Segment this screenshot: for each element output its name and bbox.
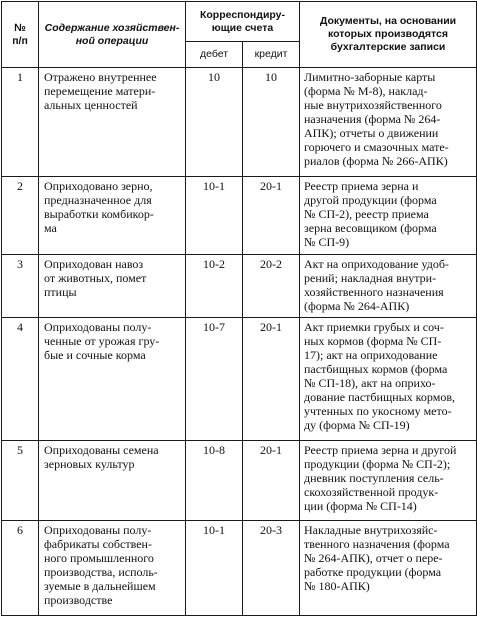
debit-account: 10-8 [186,440,243,520]
row-number: 4 [2,318,39,440]
row-number: 5 [2,440,39,520]
row-number: 6 [2,520,39,615]
accounting-table [1,1,477,616]
table-row [2,318,477,440]
debit-account: 10-1 [186,177,243,255]
operation-text: Оприходованы полу- ченные от урожая гру- бые и сочные корма [39,318,186,440]
documents-text: Акт на оприходование удоб- рений; накладная внутри- хозяйственного назначения (форма № 264-АПК) [300,255,477,318]
row-number: 1 [2,68,39,177]
table-row [2,255,477,318]
credit-account: 20-1 [243,440,300,520]
table-body [2,68,477,616]
row-number: 2 [2,177,39,255]
operation-text: Оприходовано зерно, предназначенное для выработки комбикор- ма [39,177,186,255]
header-number: № п/п [2,2,39,68]
row-number: 3 [2,255,39,318]
documents-text: Реестр приема зерна и другой продукции (форма № СП-2), реестр приема зерна весовщиком (форма № СП-9) [300,177,477,255]
documents-text: Акт приемки грубых и соч- ных кормов (форма № СП- 17); акт на оприходование пастбищных кормов (форма № СП-18), акт на оприхо- дование пастбищных кормов, учтенных по укосному мето- ду (форма № СП-19) [300,318,477,440]
header-credit: кредит [243,42,300,68]
operation-text: Оприходованы полу- фабрикаты собствен- ного промышленного производства, исполь- зуемые в дальнейшем производстве [39,520,186,615]
debit-account: 10 [186,68,243,177]
table-row [2,68,477,177]
debit-account: 10-2 [186,255,243,318]
debit-account: 10-1 [186,520,243,615]
credit-account: 10 [243,68,300,177]
operation-text: Оприходован навоз от животных, помет птицы [39,255,186,318]
header-accounts: Корреспондиру- ющие счета [186,2,300,42]
header-documents: Документы, на основании которых производятся бухгалтерские записи [300,2,477,68]
table-row [2,177,477,255]
credit-account: 20-3 [243,520,300,615]
table-row [2,440,477,520]
operation-text: Отражено внутреннее перемещение матери- альных ценностей [39,68,186,177]
table-row [2,520,477,615]
documents-text: Лимитно-заборные карты (форма № М-8), наклад- ные внутрихозяйственного назначения (форма № 264- АПК); отчеты о движении горючего и смазочных мате- риалов (форма № 266-АПК) [300,68,477,177]
credit-account: 20-2 [243,255,300,318]
header-debit: дебет [186,42,243,68]
debit-account: 10-7 [186,318,243,440]
credit-account: 20-1 [243,177,300,255]
documents-text: Накладные внутрихозяйс- твенного назначения (форма № 264-АПК), отчет о пере- работке продукции (форма № 180-АПК) [300,520,477,615]
documents-text: Реестр приема зерна и другой продукции (форма № СП-2); дневник поступления сель- скохозяйственной продук- ции (форма № СП-14) [300,440,477,520]
credit-account: 20-1 [243,318,300,440]
header-content: Содержание хозяйствен- ной операции [39,2,186,68]
operation-text: Оприходованы семена зерновых культур [39,440,186,520]
